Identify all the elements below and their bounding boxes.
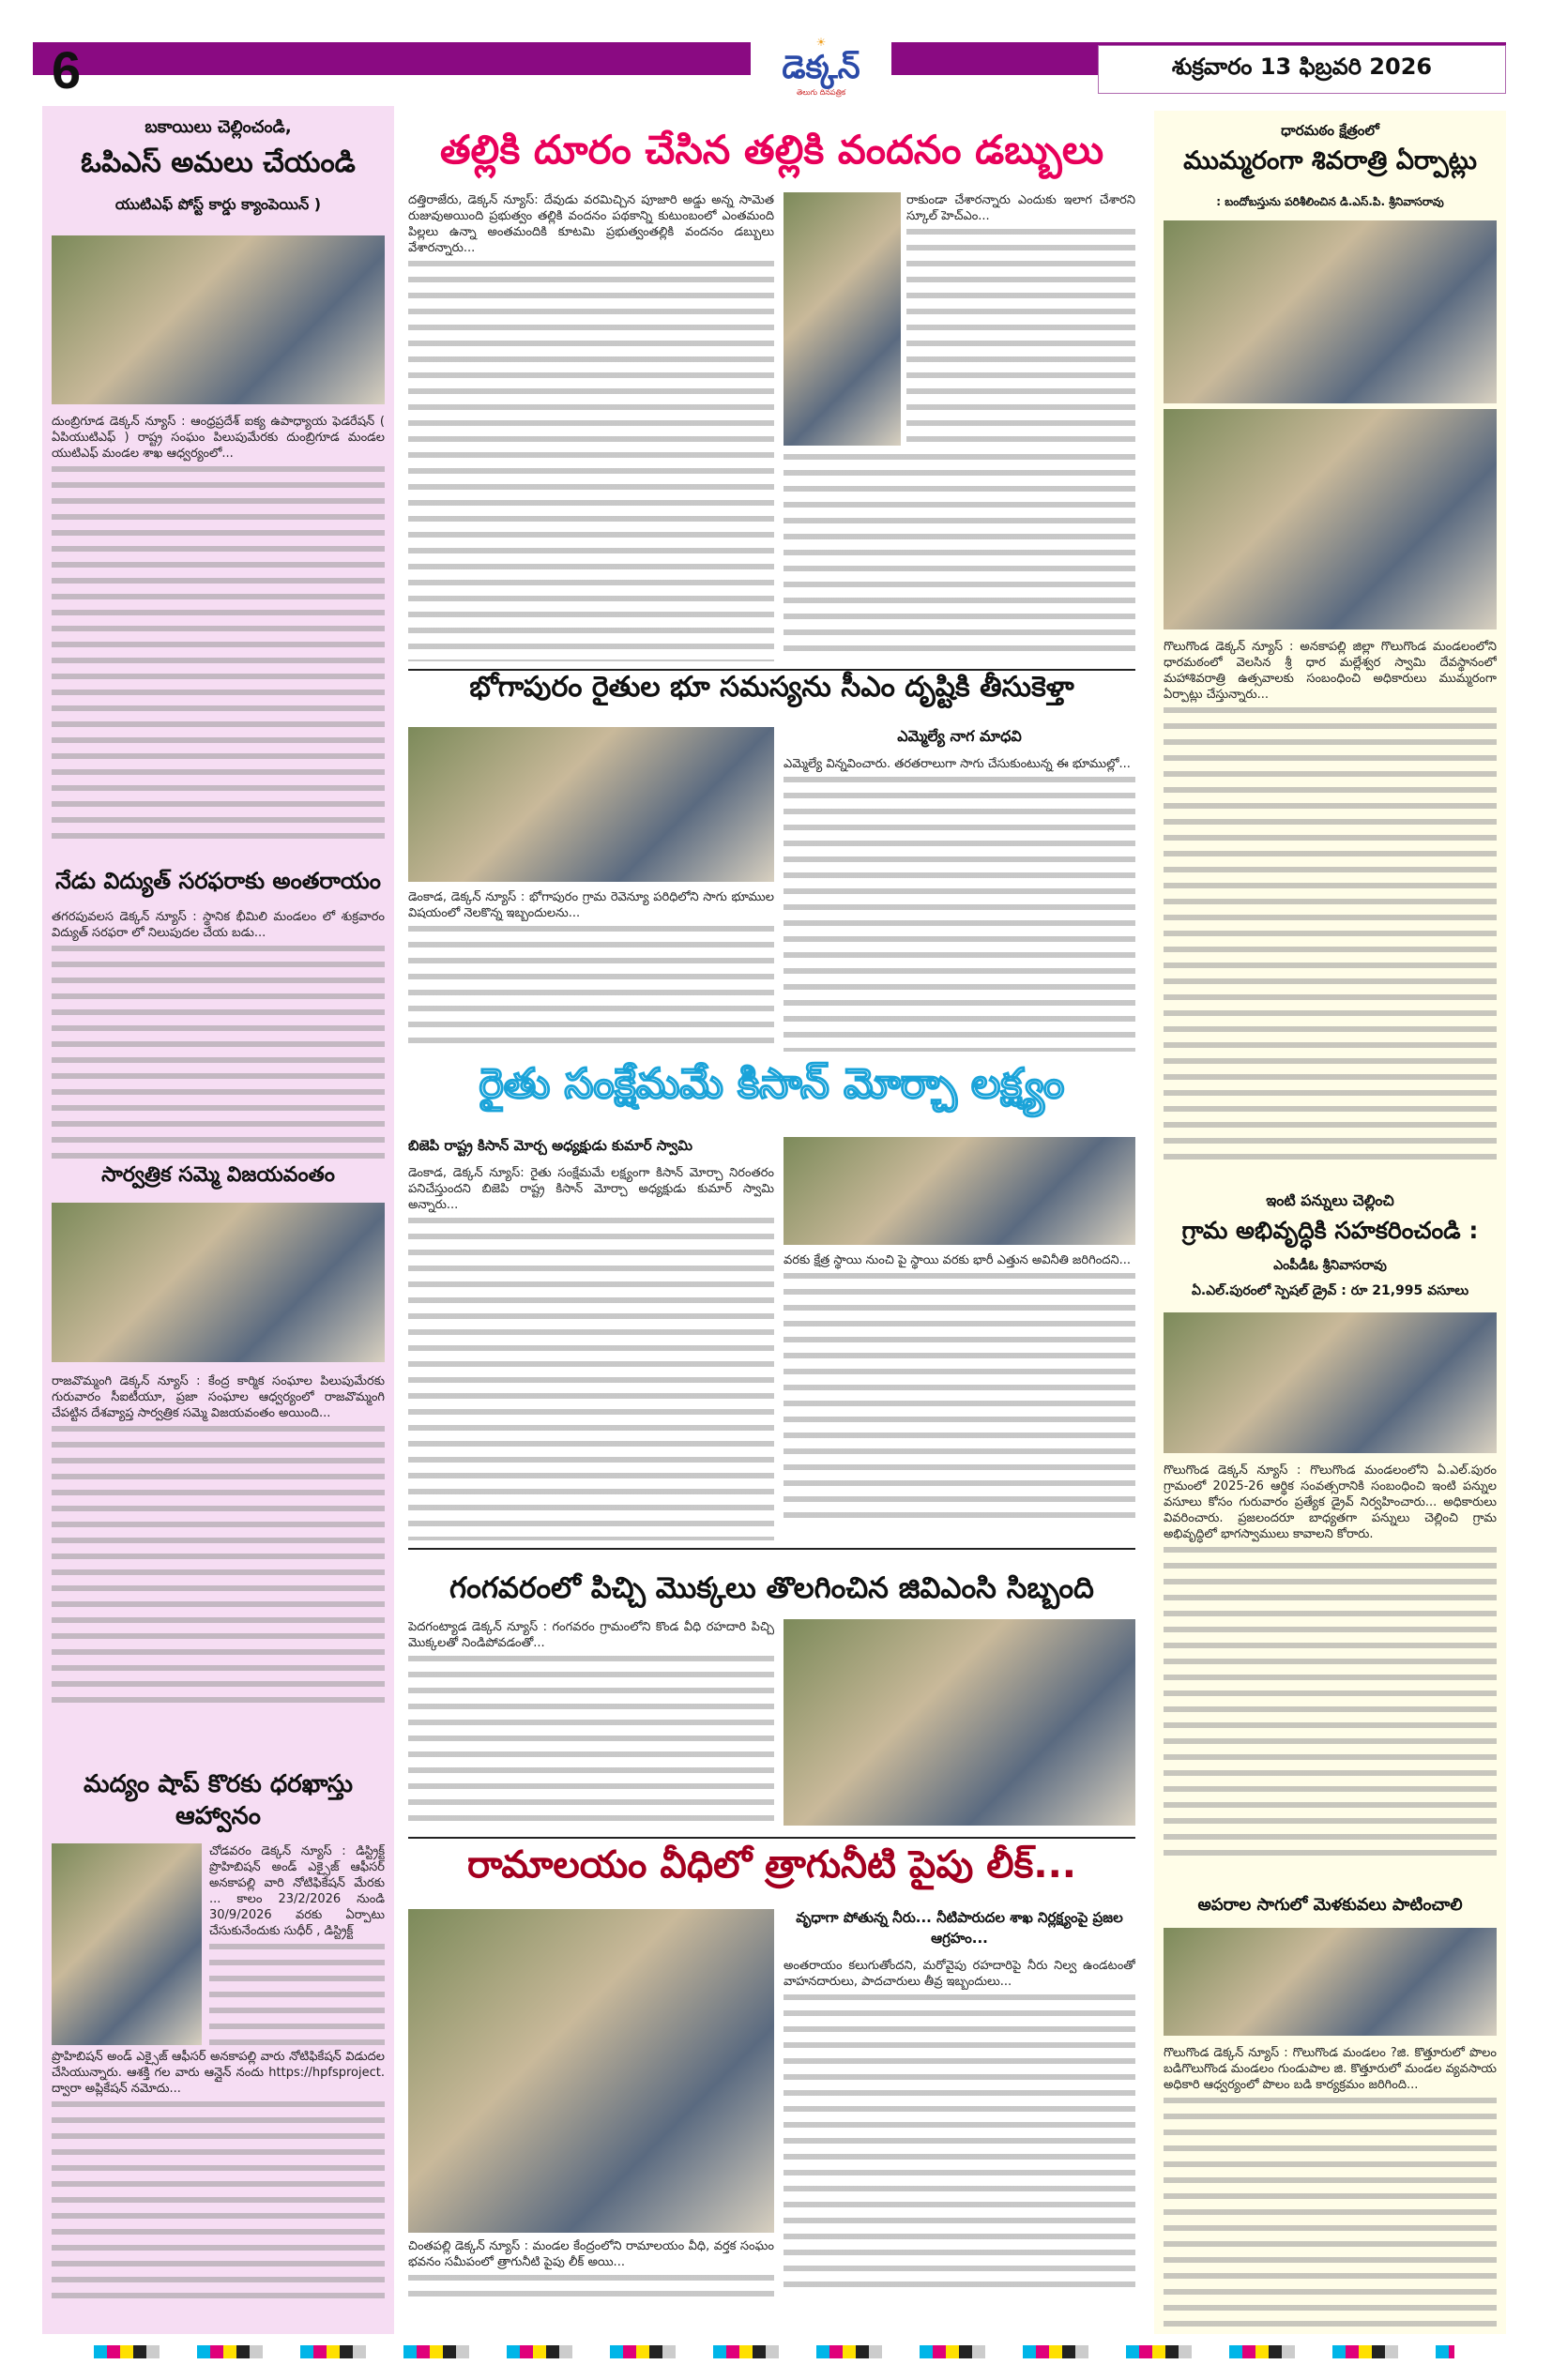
headline: తల్లికి దూరం చేసిన తల్లికి వందనం డబ్బులు — [439, 127, 1104, 173]
headline: నేడు విద్యుత్ సరఫరాకు అంతరాయం — [55, 868, 381, 894]
article-kisan-morcha: రైతు సంక్షేమమే కిసాన్ మోర్చా లక్ష్యం బిజెపి రాష్ట్ర కిసాన్ మోర్చ అధ్యక్షుడు కుమార్ స్వామి డెంకాడ, డెక్కన్ న్యూస్: రైతు సంక్షేమమే లక్ష్యంగా కిసాన్ మోర్చా నిరంతరం పనిచేస్తుందని బిజెపి రాష్ట్ర కిసాన్ మోర్చా అధ్యక్షుడు కుమార్ స్వామి అన్నారు... వరకు క్షేత్ర స్థాయి నుంచి పై స్థాయి వరకు భారీ ఎత్తున అవినీతి జరిగిందని... — [408, 1060, 1135, 1550]
photo — [408, 1909, 774, 2233]
photo — [784, 1619, 1135, 1826]
article-ops: బకాయిలు చెల్లించండి, ఓపిఎస్ అమలు చేయండి యుటిఎఫ్ పోస్ట్ కార్డు క్యాంపెయిన్ ) దుంబ్రిగూడ డెక్కన్ న్యూస్ : ఆంధ్రప్రదేశ్ ఐక్య ఉపాధ్యాయ ఫెడరేషన్ ( ఏపియుటిఎఫ్ ) రాష్ట్ర సంఘం పిలుపుమేరకు దుంబ్రిగూడ మండల యుటిఎఫ్ మండల శాఖ ఆధ్వర్యంలో... — [52, 117, 385, 845]
photo — [1164, 1312, 1497, 1453]
article-bhogapuram: భోగాపురం రైతుల భూ సమస్యను సీఎం దృష్టికి తీసుకెళ్తా డెంకాడ, డెక్కన్ న్యూస్ : భోగాపురం గ్రామ రెవెన్యూ పరిధిలోని సాగు భూముల విషయంలో నెలకొన్న ఇబ్బందులను... ఎమ్మెల్యే నాగ మాధవి ఎమ్మెల్యే విన్నవించారు. తరతరాలుగా సాగు చేసుకుంటున్న ఈ భూముల్లో... — [408, 671, 1135, 1052]
article-gangavaram: గంగవరంలో పిచ్చి మొక్కలు తొలగించిన జివిఎంసి సిబ్బంది పెదగంట్యాడ డెక్కన్ న్యూస్ : గంగవరం గ్రామంలోని కొండ వీధి రహదారి పిచ్చి మొక్కలతో నిండిపోవడంతో... — [408, 1571, 1135, 1839]
article-house-tax: ఇంటి పన్నులు చెల్లించి గ్రామ అభివృద్ధికి సహకరించండి : ఎంపీడీఓ శ్రీనివాసరావు ఏ.ఎల్.పురంలో స్పెషల్ డ్రైవ్ : రూ 21,995 వసూలు గొలుగొండ డెక్కన్ న్యూస్ : గొలుగొండ మండలంలోని ఏ.ఎల్.పురం గ్రామంలో 2025-26 ఆర్థిక సంవత్సరానికి సంబంధించి ఇంటి పన్నుల వసూలు కోసం గురువారం ప్రత్యేక డ్రైవ్ నిర్వహించారు... అధికారులు వివరించారు. ప్రజలందరూ బాధ్యతగా పన్నులు చెల్లించి గ్రామ అభివృద్ధిలో భాగస్వాములు కావాలని కోరారు. — [1164, 1191, 1497, 1857]
color-registration-bar — [94, 2345, 1454, 2358]
headline: ముమ్మరంగా శివరాత్రి ఏర్పాట్లు — [1183, 146, 1477, 175]
headline: గ్రామ అభివృద్ధికి సహకరించండి : — [1181, 1217, 1479, 1244]
photo — [408, 727, 774, 882]
sun-icon: ☀ — [815, 36, 827, 49]
article-power-cut: నేడు విద్యుత్ సరఫరాకు అంతరాయం తగరపువలస డెక్కన్ న్యూస్ : స్థానిక భీమిలి మండలం లో శుక్రవారం విద్యుత్ సరఫరా లో నిలుపుదల చేయ బడు... — [52, 868, 385, 1162]
photo — [784, 192, 901, 446]
article-pipe-leak: రామాలయం వీధిలో త్రాగునీటి పైపు లీక్... చింతపల్లి డెక్కన్ న్యూస్ : మండల కేంద్రంలోని రామాలయం వీధి, వర్తక సంఘం భవనం సమీపంలో త్రాగునీటి పైపు లీక్ అయి... వృధాగా పోతున్న నీరు... నీటిపారుదల శాఖ నిర్లక్ష్యంపై ప్రజల ఆగ్రహం... అంతరాయం కలుగుతోందని, మరోవైపు రహదారిపై నీరు నిల్వ ఉండటంతో వాహనదారులు, పాదచారులు తీవ్ర ఇబ్బందులు... — [408, 1843, 1135, 2304]
article-liquor-shop: మద్యం షాప్ కొరకు ధరఖాస్తు ఆహ్వానం చోడవరం డెక్కన్ న్యూస్ : డిస్ట్రిక్ట్ ప్రొహిబిషన్ అండ్ ఎక్సైజ్ ఆఫీసర్ అనకాపల్లి వారి నోటిఫికేషన్ మేరకు ... కాలం 23/2/2026 నుండి 30/9/2026 వరకు ఏర్పాటు చేసుకునేందుకు సుధీర్ , డిస్ట్రిక్ట్ ప్రొహిబిషన్ అండ్ ఎక్సైజ్ ఆఫీసర్ అనకాపల్లి వారు నోటిఫికేషన్ విడుదల చేసియున్నారు. ఆశక్తి గల వారు ఆన్లైన్ నందు https://hpfsproject. ద్వారా అప్లికేషన్ నమోదు... — [52, 1768, 385, 2302]
newspaper-logo: ☀ డెక్కన్ తెలుగు దినపత్రిక — [751, 38, 891, 99]
headline: సార్వత్రిక సమ్మె విజయవంతం — [101, 1163, 335, 1187]
article-pulses-farming: అపరాల సాగులో మెళకువలు పాటించాలి గొలుగొండ డెక్కన్ న్యూస్ : గొలుగొండ మండలం ?జి. కొత్తూరులో పొలం బడిగొలుగొండ మండలం గుండుపాల జి. కొత్తూరులో మండల వ్యవసాయ అధికారి ఆధ్వర్యంలో పొలం బడి కార్యక్రమం జరిగింది... — [1164, 1895, 1497, 2336]
divider — [408, 1837, 1135, 1839]
photo — [784, 1137, 1135, 1245]
officer-photo — [52, 1843, 202, 2045]
headline: ఓపిఎస్ అమలు చేయండి — [81, 146, 356, 179]
headline: అపరాల సాగులో మెళకువలు పాటించాలి — [1197, 1895, 1463, 1915]
article-strike: సార్వత్రిక సమ్మె విజయవంతం రాజవొమ్మంగి డెక్కన్ న్యూస్ : కేంద్ర కార్మిక సంఘాల పిలుపుమేరకు గురువారం సీఐటీయూ, ప్రజా సంఘాల ఆధ్వర్యంలో రాజవొమ్మంగి చేపట్టిన దేశవ్యాప్త సార్వత్రిక సమ్మె విజయవంతం అయింది... — [52, 1163, 385, 1711]
photo — [52, 235, 385, 404]
page-number: 6 — [52, 40, 82, 99]
issue-date: శుక్రవారం 13 ఫిబ్రవరి 2026 — [1098, 45, 1506, 94]
divider — [408, 1548, 1135, 1550]
photo — [1164, 220, 1497, 403]
photo — [52, 1203, 385, 1362]
photo — [1164, 409, 1497, 629]
headline: రామాలయం వీధిలో త్రాగునీటి పైపు లీక్... — [466, 1843, 1076, 1887]
headline: మద్యం షాప్ కొరకు ధరఖాస్తు ఆహ్వానం — [83, 1770, 354, 1830]
photo — [1164, 1928, 1497, 2036]
headline: గంగవరంలో పిచ్చి మొక్కలు తొలగించిన జివిఎంసి సిబ్బంది — [449, 1571, 1094, 1605]
article-thalliki-vandanam: తల్లికి దూరం చేసిన తల్లికి వందనం డబ్బులు దత్తిరాజేరు, డెక్కన్ న్యూస్: దేవుడు వరమిచ్చిన పూజారి అడ్డు అన్న సామెత రుజువుఅయింది ప్రభుత్వం తల్లికి వందనం పథకాన్ని కుటుంబంలో ఎంతమంది పిల్లలు ఉన్నా అంతమందికి కూటమి ప్రభుత్వంతల్లికి వందనం డబ్బులు వేశారన్నారు... రాకుండా చేశారన్నారు ఎందుకు ఇలాగ చేశారని స్కూల్ హెచ్ఎం... — [408, 127, 1135, 671]
headline: రైతు సంక్షేమమే కిసాన్ మోర్చా లక్ష్యం — [479, 1060, 1065, 1108]
headline: భోగాపురం రైతుల భూ సమస్యను సీఎం దృష్టికి తీసుకెళ్తా — [469, 671, 1074, 704]
article-shivaratri: ధారమఠం క్షేత్రంలో ముమ్మరంగా శివరాత్రి ఏర్పాట్లు : బందోబస్తును పరిశీలించిన డి.ఎస్.పి. శ్రీనివాసరావు గొలుగొండ డెక్కన్ న్యూస్ : అనకాపల్లి జిల్లా గొలుగొండ మండలంలోని ధారమఠంలో వెలసిన శ్రీ ధార మల్లేశ్వర స్వామి దేవస్థానంలో మహాశివరాత్రి ఉత్సవాలకు సంబంధించి అధికారులు ముమ్మరంగా ఏర్పాట్లు చేస్తున్నారు... — [1164, 122, 1497, 1164]
